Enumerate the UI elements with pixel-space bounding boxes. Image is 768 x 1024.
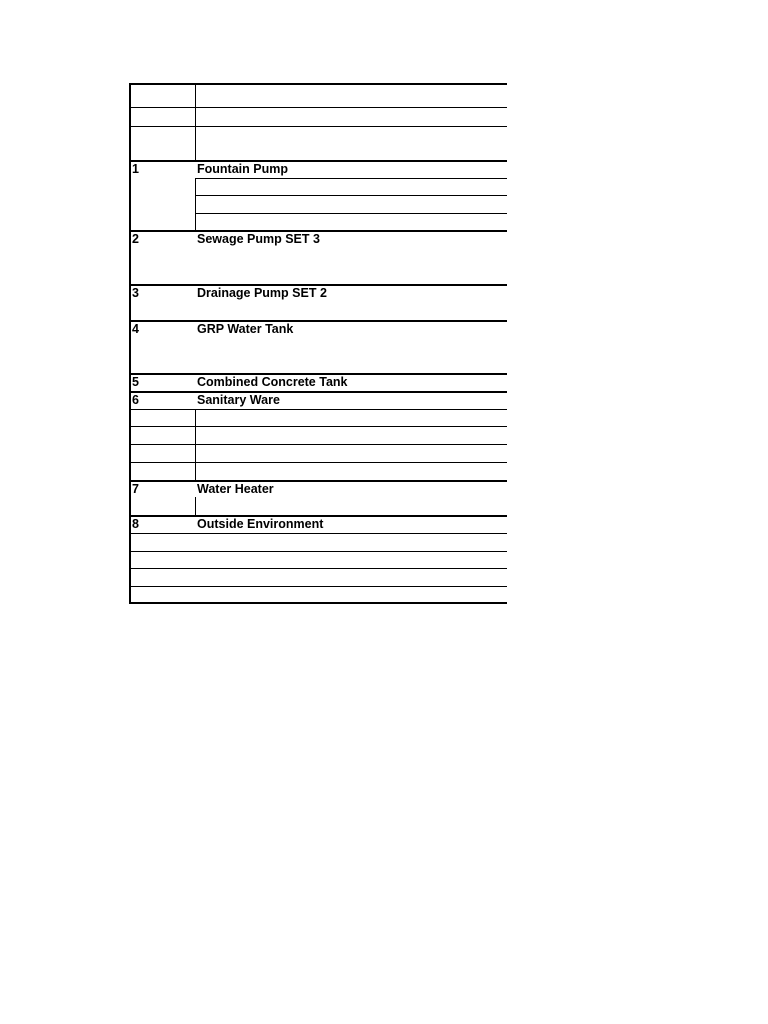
grid-line bbox=[131, 391, 507, 393]
item-name: Fountain Pump bbox=[197, 162, 288, 176]
column-divider bbox=[195, 178, 196, 230]
row-number: 4 bbox=[132, 322, 139, 336]
row-number: 7 bbox=[132, 482, 139, 496]
grid-line bbox=[131, 480, 507, 482]
grid-line bbox=[131, 426, 507, 427]
grid-line bbox=[131, 320, 507, 322]
item-name: Water Heater bbox=[197, 482, 274, 496]
grid-line bbox=[131, 551, 507, 552]
row-number: 1 bbox=[132, 162, 139, 176]
row-number: 8 bbox=[132, 517, 139, 531]
grid-line bbox=[195, 195, 507, 196]
grid-line bbox=[131, 586, 507, 587]
column-divider bbox=[195, 409, 196, 480]
item-name: Sanitary Ware bbox=[197, 393, 280, 407]
item-name: Sewage Pump SET 3 bbox=[197, 232, 320, 246]
item-name: GRP Water Tank bbox=[197, 322, 294, 336]
grid-line bbox=[131, 444, 507, 445]
grid-line bbox=[131, 568, 507, 569]
grid-line bbox=[195, 213, 507, 214]
grid-line bbox=[195, 178, 507, 179]
grid-line bbox=[131, 462, 507, 463]
column-divider bbox=[195, 85, 196, 160]
row-number: 6 bbox=[132, 393, 139, 407]
row-number: 2 bbox=[132, 232, 139, 246]
item-name: Outside Environment bbox=[197, 517, 324, 531]
grid-line bbox=[131, 126, 507, 127]
row-number: 5 bbox=[132, 375, 139, 389]
spreadsheet-table bbox=[129, 83, 507, 604]
grid-line bbox=[131, 533, 507, 534]
grid-line bbox=[131, 409, 507, 410]
grid-line bbox=[131, 107, 507, 108]
item-name: Drainage Pump SET 2 bbox=[197, 286, 327, 300]
grid-line bbox=[131, 160, 507, 162]
column-divider bbox=[195, 497, 196, 515]
row-number: 3 bbox=[132, 286, 139, 300]
item-name: Combined Concrete Tank bbox=[197, 375, 348, 389]
